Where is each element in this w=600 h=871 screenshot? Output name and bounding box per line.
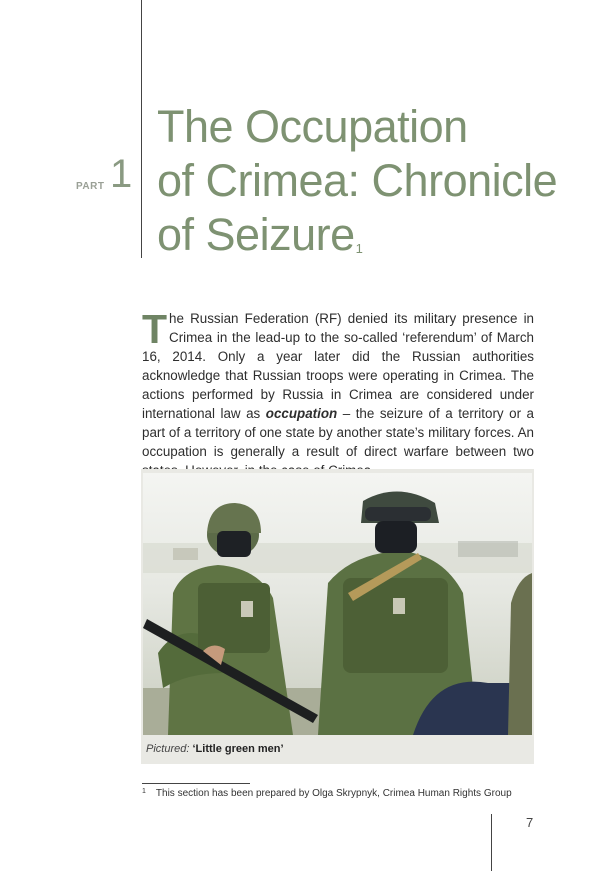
footnote: [142, 788, 512, 799]
footer-divider-line: [491, 814, 492, 871]
title-line-1: The Occupation: [157, 101, 468, 152]
footnote-text: This section has been prepared by Olga Skrypnyk, Crimea Human Rights Group: [155, 788, 512, 799]
page-number: 7: [526, 815, 534, 830]
caption-text: ‘Little green men’: [192, 743, 284, 755]
soldiers-photo: [143, 473, 532, 735]
body-emphasis-term: occupation: [265, 406, 338, 421]
figure-caption: [146, 743, 284, 755]
part-label: PART: [76, 181, 105, 192]
title-footnote-ref: 1: [355, 241, 363, 256]
body-segment-1: he Russian Federation (RF) denied its military presence in Crimea in the lead-up to the so-called ‘referendum’ of March 16, 2014. Only a year later did the Russian authorities acknowledge that Russian troops were operating in Crimea. The actions performed by Russia in Crimea are considered under international law as: [142, 311, 534, 421]
body-paragraph: [142, 306, 535, 480]
footnote-divider: [142, 783, 250, 784]
footnote-number: 1: [142, 788, 146, 795]
title-line-2: of Crimea: Chronicle: [157, 155, 558, 206]
chapter-title: [157, 100, 587, 262]
photo-figure: [141, 469, 534, 764]
caption-lead: Pictured:: [146, 743, 190, 755]
title-line-3-text: of Seizure: [157, 209, 355, 260]
header-divider-line: [141, 0, 142, 258]
body-segment-2: – the seizure of a territory or a part of a territory of one state by another state’s military forces. An occupation is generally a result of direct warfare between two: [142, 406, 535, 459]
part-number: 1: [110, 152, 133, 196]
drop-cap: T: [142, 306, 168, 352]
title-line-3: [157, 208, 587, 262]
